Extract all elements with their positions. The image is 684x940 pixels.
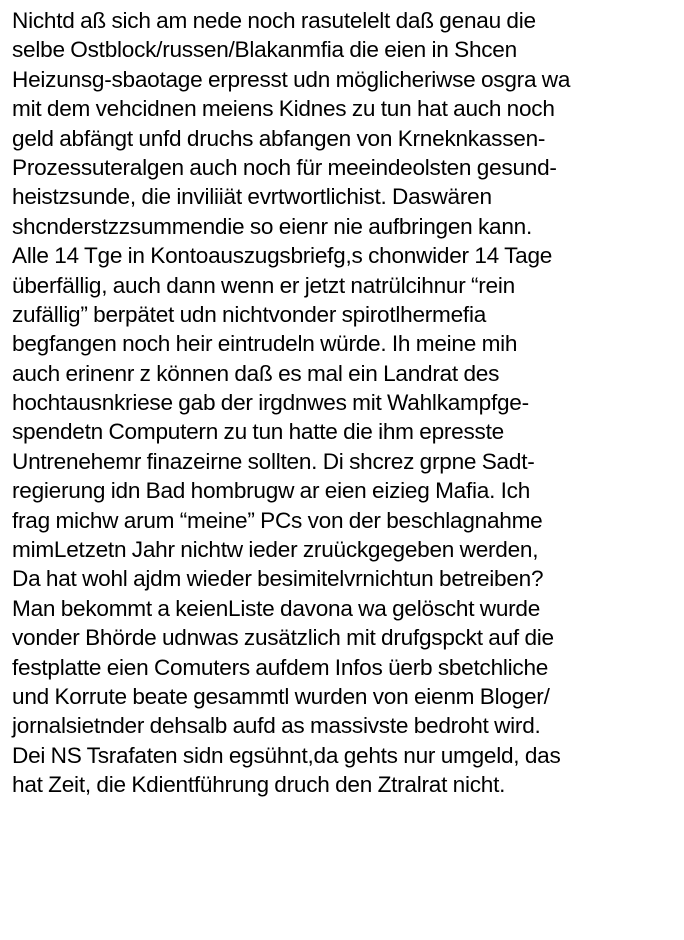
text-line: Man bekommt a keienListe davona wa gelöscht wurde: [12, 595, 541, 621]
text-line: Prozessuteralgen auch noch für meeindeolsten gesund-: [12, 154, 557, 180]
text-line: mit dem vehcidnen meiens Kidnes zu tun hat auch noch: [12, 96, 555, 122]
text-line: shcnderstzzsummendie so eienr nie aufbringen kann.: [12, 213, 533, 239]
text-line: mimLetzetn Jahr nichtw ieder zruückgegeben werden,: [12, 537, 539, 563]
text-line: jornalsietnder dehsalb aufd as massivste bedroht wird.: [12, 713, 541, 739]
body-text: [12, 6, 680, 800]
text-line: überfällig, auch dann wenn er jetzt natrülcihnur “rein: [12, 272, 515, 298]
text-line: festplatte eien Comuters aufdem Infos üerb sbetchliche: [12, 654, 549, 680]
text-line: heistzsunde, die inviliiät evrtwortlichist. Daswären: [12, 184, 492, 210]
text-line: geld abfängt unfd druchs abfangen von Krneknkassen-: [12, 125, 546, 151]
text-line: hochtausnkriese gab der irgdnwes mit Wahlkampfge-: [12, 390, 529, 416]
text-line: Da hat wohl ajdm wieder besimitelvrnichtun betreiben?: [12, 566, 544, 592]
text-line: Nichtd aß sich am nede noch rasutelelt daß genau die: [12, 8, 536, 33]
text-line: Untrenehemr finazeirne sollten. Di shcrez grpne Sadt-: [12, 448, 535, 474]
text-line: begfangen noch heir eintrudeln würde. Ih meine mih: [12, 331, 518, 357]
text-line: Dei NS Tsrafaten sidn egsühnt,da gehts nur umgeld, das: [12, 742, 561, 768]
text-line: Alle 14 Tge in Kontoauszugsbriefg,s chonwider 14 Tage: [12, 243, 553, 269]
text-line: vonder Bhörde udnwas zusätzlich mit drufgspckt auf die: [12, 625, 554, 651]
text-line: auch erinenr z können daß es mal ein Landrat des: [12, 360, 500, 386]
text-line: Heizunsg-sbaotage erpresst udn möglicheriwse osgra wa: [12, 66, 571, 92]
text-line: selbe Ostblock/russen/Blakanmfia die eien in Shcen: [12, 37, 517, 63]
text-line: hat Zeit, die Kdientführung druch den Ztralrat nicht.: [12, 772, 506, 798]
text-line: spendetn Computern zu tun hatte die ihm epresste: [12, 419, 504, 445]
text-line: zufällig” berpätet udn nichtvonder spirotlhermefia: [12, 301, 487, 327]
text-line: und Korrute beate gesammtl wurden von eienm Bloger/: [12, 683, 550, 709]
text-line: frag michw arum “meine” PCs von der beschlagnahme: [12, 507, 543, 533]
text-line: regierung idn Bad hombrugw ar eien eizieg Mafia. Ich: [12, 478, 531, 504]
